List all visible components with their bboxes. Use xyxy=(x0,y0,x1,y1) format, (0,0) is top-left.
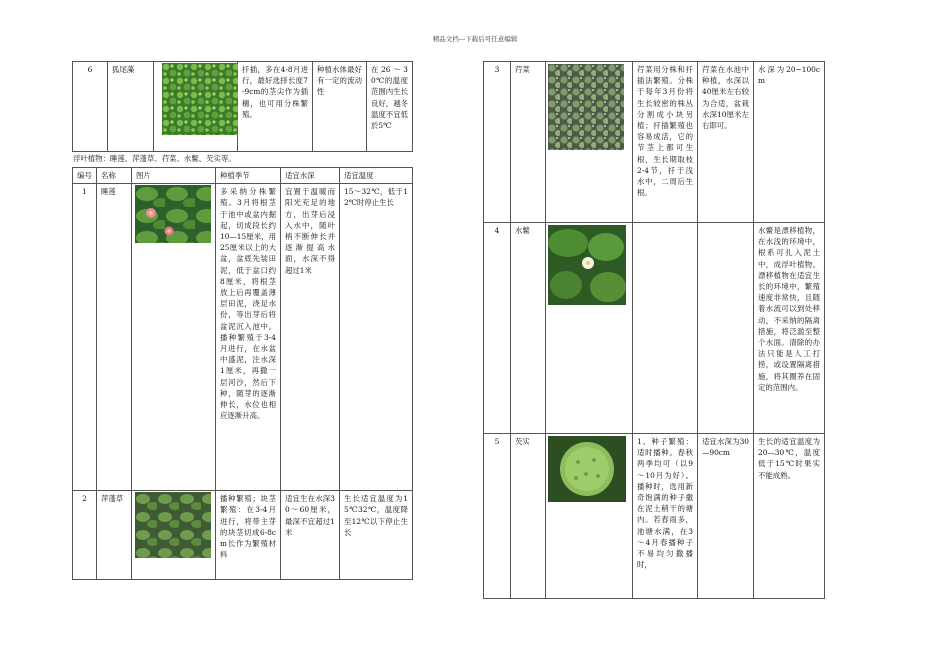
planting-method: 荇菜用分株和扦插法繁殖。分株于每年3月份将生长较密的株丛分割成小块另植；扦插繁殖也容易成活，它的节茎上都可生根，生长期取枝2-4节，扦于浅水中，二周后生根。 xyxy=(633,62,698,223)
col-header-season: 种植季节 xyxy=(216,168,281,184)
temperature: 水鳖是漂移植物，在水浅的环境中，根系可扎入泥土中，成浮叶植物。漂移植物在适宜生长的环境中，繁殖速度非常快，且随着水流可以到处移动，不采纳的隔离措施，将泛滥至整个水面。清除的办法只能是人工打捞，或设置隔离措施，将其圈养在固定的范围内。 xyxy=(754,223,825,434)
temperature: 水深为20~100cm xyxy=(754,62,825,223)
plant-name: 荇菜 xyxy=(511,62,546,223)
plant-photo-cell xyxy=(546,223,633,434)
right-table xyxy=(483,61,825,599)
table-row xyxy=(484,223,825,434)
temperature: 15～32℃，低于12℃时停止生长 xyxy=(340,184,413,491)
spatterdock-photo xyxy=(135,492,211,558)
row-num: 1 xyxy=(73,184,97,491)
planting-method: 1、种子繁殖：适时播种。春秋两季均可（以9～10月为好）。播种时，选用新奇饱满的种子撒在泥土稍干的塘内。若春雨多，池塘水满，在3～4月春播种子不易均匀撒播时， xyxy=(633,434,698,599)
plant-name: 狐尾藻 xyxy=(108,62,154,152)
plant-photo-cell xyxy=(154,62,238,152)
col-header-photo: 图片 xyxy=(132,168,216,184)
temperature: 生长适宜温度为15℃32℃，温度降至12℃以下停止生长 xyxy=(340,491,413,580)
plant-name: 睡莲 xyxy=(97,184,132,491)
planting-method: 扦插，多在4-8月进行，最好选择长度7-9cm的茎尖作为插穗，也可用分株繁殖。 xyxy=(238,62,313,152)
table-row xyxy=(484,434,825,599)
floating-heart-photo xyxy=(548,64,624,150)
table-row xyxy=(73,62,413,152)
row-num: 5 xyxy=(484,434,511,599)
left-table xyxy=(72,167,413,580)
col-header-depth: 适宜水深 xyxy=(281,168,340,184)
plant-photo-cell xyxy=(132,184,216,491)
temperature: 在26～30℃的温度范围内生长良好，越冬温度不宜低於5℃ xyxy=(367,62,413,152)
frogbit-photo xyxy=(548,225,626,305)
col-header-temp: 适宜温度 xyxy=(340,168,413,184)
water-depth: 宜置于温暖而阳光充足的地方，出芽后浸入水中，随叶柄不断伸长并逐渐提高水面，水深不得超过1米 xyxy=(281,184,340,491)
top-table xyxy=(72,61,413,152)
row-num: 4 xyxy=(484,223,511,434)
planting-method xyxy=(633,223,698,434)
table-header-row xyxy=(73,168,413,184)
row-num: 2 xyxy=(73,491,97,580)
water-depth: 种植水体最好有一定的流动性 xyxy=(313,62,367,152)
water-depth: 适宜生在水深30～60厘米，最深不宜超过1米 xyxy=(281,491,340,580)
planting-method: 播种繁殖；块茎繁殖：在3-4月进行，将带主芽的块茎切成6-8cm长作为繁殖材料 xyxy=(216,491,281,580)
gorgon-fruit-photo xyxy=(548,436,626,502)
planting-method: 多采纳分株繁殖。3月将根茎于池中或盆内掘起，切成段长约10—15厘米，用25厘米以上的大盆，盆底先装田泥，低于盆口约8厘米，将根茎放上后再覆盖薄层田泥，浇足水份，等出芽后将盆泥沉入池中。播种繁殖于3-4月进行，在水盆中盛泥，注水深1厘米，再撒一层河沙，然后下种，随芽的逐渐伸长，水位也相应逐渐升高。 xyxy=(216,184,281,491)
plant-photo-cell xyxy=(546,434,633,599)
page-header: 精品文档---下载后可任意编辑 xyxy=(432,35,518,43)
row-num: 6 xyxy=(73,62,108,152)
water-depth: 荇菜在水池中种植，水深以40厘米左右较为合适，盆栽水深10厘米左右即可。 xyxy=(698,62,754,223)
water-depth xyxy=(698,223,754,434)
table-row xyxy=(484,62,825,223)
floating-plants-note: 浮叶植物：睡莲、萍蓬草、荇菜、水鳖、芡实等。 xyxy=(73,154,236,163)
col-header-name: 名称 xyxy=(97,168,132,184)
table-row xyxy=(73,184,413,491)
plant-name: 水鳖 xyxy=(511,223,546,434)
water-depth: 适宜水深为30—90cm xyxy=(698,434,754,599)
col-header-num: 编号 xyxy=(73,168,97,184)
row-num: 3 xyxy=(484,62,511,223)
temperature: 生长的适宜温度为20—30℃，温度低于15℃时果实不能成熟。 xyxy=(754,434,825,599)
plant-photo-cell xyxy=(132,491,216,580)
plant-name: 芡实 xyxy=(511,434,546,599)
plant-photo-cell xyxy=(546,62,633,223)
table-row xyxy=(73,491,413,580)
plant-name: 萍蓬草 xyxy=(97,491,132,580)
water-lily-photo xyxy=(135,185,211,243)
foxtail-photo xyxy=(162,63,238,135)
